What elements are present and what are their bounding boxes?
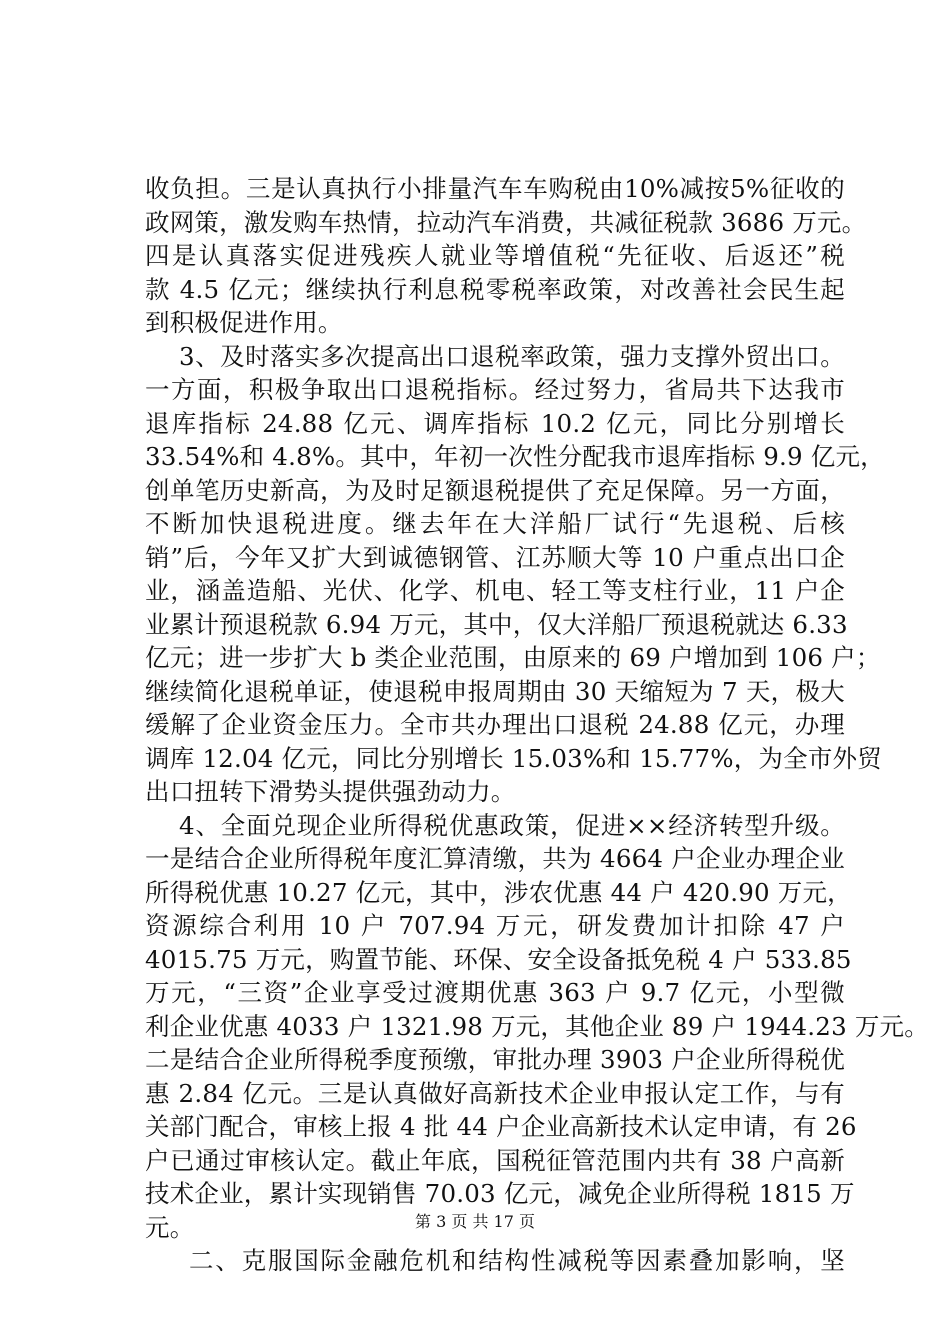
text-line: 一是结合企业所得税年度汇算清缴，共为 4664 户企业办理企业 <box>145 844 845 873</box>
text-line: 政网策，激发购车热情，拉动汽车消费，共减征税款 3686 万元。 <box>145 207 867 237</box>
text-line: 所得税优惠 10.27 亿元，其中，涉农优惠 44 户 420.90 万元， <box>145 877 852 907</box>
text-line: 收负担。三是认真执行小排量汽车车购税由10%减按5%征收的 <box>145 174 845 203</box>
text-line: 资源综合利用 10 户 707.94 万元，研发费加计扣除 47 户 <box>145 911 845 940</box>
text-line: 户已通过审核认定。截止年底，国税征管范围内共有 38 户高新 <box>145 1145 845 1175</box>
section-heading: 二、克服国际金融危机和结构性减税等因素叠加影响，坚 <box>189 1246 845 1275</box>
text-line: 四是认真落实促进残疾人就业等增值税“先征收、后返还”税 <box>145 241 845 270</box>
text-line: 二是结合企业所得税季度预缴，审批办理 3903 户企业所得税优 <box>145 1045 845 1074</box>
text-line: 创单笔历史新高，为及时足额退税提供了充足保障。另一方面， <box>145 475 845 505</box>
text-line: 到积极促进作用。 <box>145 308 343 337</box>
text-line: 业，涵盖造船、光伏、化学、机电、轻工等支柱行业，11 户企 <box>145 576 845 605</box>
text-line: 缓解了企业资金压力。全市共办理出口退税 24.88 亿元，办理 <box>145 710 845 739</box>
text-line: 33.54%和 4.8%。其中，年初一次性分配我市退库指标 9.9 亿元， <box>145 442 885 471</box>
text-line: 技术企业，累计实现销售 70.03 亿元，减免企业所得税 1815 万 <box>145 1179 855 1208</box>
text-line: 亿元；进一步扩大 b 类企业范围，由原来的 69 户增加到 106 户； <box>145 643 881 672</box>
text-line: 调库 12.04 亿元，同比分别增长 15.03%和 15.77%，为全市外贸 <box>145 743 882 773</box>
text-line: 出口扭转下滑势头提供强劲动力。 <box>145 777 516 806</box>
text-line: 销”后，今年又扩大到诚德钢管、江苏顺大等 10 户重点出口企 <box>145 542 845 572</box>
text-line: 退库指标 24.88 亿元、调库指标 10.2 亿元，同比分别增长 <box>145 408 845 438</box>
text-line: 继续简化退税单证，使退税申报周期由 30 天缩短为 7 天，极大 <box>145 676 845 706</box>
text-line: 元。 <box>145 1212 195 1242</box>
text-line: 关部门配合，审核上报 4 批 44 户企业高新技术认定申请，有 26 <box>145 1112 857 1141</box>
paragraph-heading-4: 4、全面兑现企业所得税优惠政策，促进××经济转型升级。 <box>179 810 845 840</box>
paragraph-heading-3: 3、及时落实多次提高出口退税率政策，强力支撑外贸出口。 <box>179 341 845 371</box>
text-line: 万元，“三资”企业享受过渡期优惠 363 户 9.7 亿元，小型微 <box>145 978 845 1007</box>
text-line: 利企业优惠 4033 户 1321.98 万元，其他企业 89 户 1944.23 万元。 <box>145 1011 929 1041</box>
text-line: 惠 2.84 亿元。三是认真做好高新技术企业申报认定工作，与有 <box>145 1078 845 1108</box>
text-line: 款 4.5 亿元；继续执行利息税零税率政策，对改善社会民生起 <box>145 274 845 304</box>
text-line: 业累计预退税款 6.94 万元，其中，仅大洋船厂预退税就达 6.33 <box>145 609 848 639</box>
document-body <box>145 172 929 1278</box>
text-line: 一方面，积极争取出口退税指标。经过努力，省局共下达我市 <box>145 375 845 404</box>
page-number-footer: 第 3 页 共 17 页 <box>415 1212 535 1231</box>
text-line: 4015.75 万元，购置节能、环保、安全设备抵免税 4 户 533.85 <box>145 944 852 974</box>
text-line: 不断加快退税进度。继去年在大洋船厂试行“先退税、后核 <box>145 509 845 538</box>
